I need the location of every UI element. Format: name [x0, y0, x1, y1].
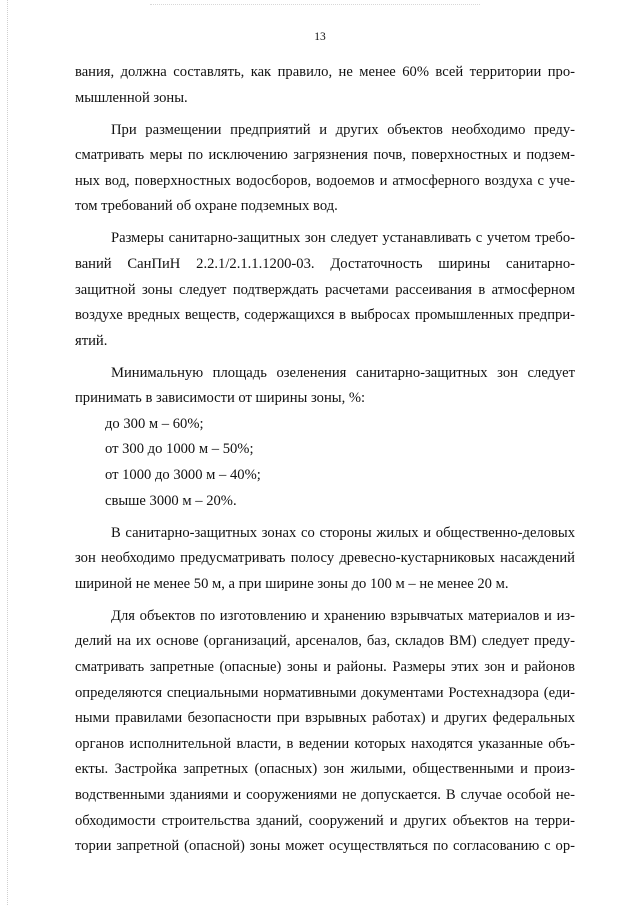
paragraph-line: принимать в зависимости от ширины зоны, %: [75, 390, 366, 407]
list-item: от 300 до 1000 м – 50%; [105, 441, 254, 458]
paragraph-line: защитной зоны следует подтверждать расчетами рассеивания в атмосферном [75, 281, 575, 298]
list-item: до 300 м – 60%; [105, 415, 204, 432]
scan-edge-top [150, 4, 480, 5]
paragraph-line: зон необходимо предусматривать полосу древесно-кустарниковых насаждений [75, 550, 575, 567]
paragraph-line: сматривать меры по исключению загрязнения почв, поверхностных и подзем- [75, 147, 575, 164]
list-item: свыше 3000 м – 20%. [105, 492, 237, 509]
paragraph-line: Для объектов по изготовлению и хранению взрывчатых материалов и из- [111, 607, 575, 624]
paragraph-line: В санитарно-защитных зонах со стороны жилых и общественно-деловых [111, 524, 575, 541]
paragraph-line: сматривать запретные (опасные) зоны и районы. Размеры этих зон и районов [75, 659, 575, 676]
paragraph-line: воздухе вредных веществ, содержащихся в выбросах промышленных предпри- [75, 307, 575, 324]
paragraph-line: Минимальную площадь озеленения санитарно-защитных зон следует [111, 364, 575, 381]
paragraph-line: шириной не менее 50 м, а при ширине зоны до 100 м – не менее 20 м. [75, 575, 509, 592]
document-body [75, 60, 575, 860]
paragraph-line: вания, должна составлять, как правило, не менее 60% всей территории про- [75, 64, 575, 80]
paragraph-line: екты. Застройка запретных (опасных) зон жилыми, общественными и произ- [75, 761, 575, 778]
paragraph-line: определяются специальными нормативными документами Ростехнадзора (еди- [75, 684, 575, 701]
paragraph-line: ных вод, поверхностных водосборов, водоемов и атмосферного воздуха с уче- [75, 172, 575, 189]
paragraph-line: ятий. [75, 332, 108, 349]
paragraph-line: тории запретной (опасной) зоны может осуществляться по согласованию с ор- [75, 838, 575, 855]
page-number: 13 [314, 31, 326, 43]
list-item: от 1000 до 3000 м – 40%; [105, 467, 261, 484]
paragraph-line: обходимости строительства зданий, сооружений и других объектов на терри- [75, 812, 575, 829]
paragraph-line: При размещении предприятий и других объектов необходимо преду- [111, 121, 575, 138]
scan-edge-left [7, 0, 8, 905]
paragraph-line: ными правилами безопасности при взрывных работах) и других федеральных [75, 710, 575, 727]
paragraph-line: делий на их основе (организаций, арсеналов, баз, складов ВМ) следует преду- [75, 633, 575, 650]
paragraph-line: мышленной зоны. [75, 89, 188, 106]
paragraph-line: Размеры санитарно-защитных зон следует устанавливать с учетом требо- [111, 230, 575, 247]
paragraph-line: том требований об охране подземных вод. [75, 198, 338, 215]
paragraph-line: водственными зданиями и сооружениями не допускается. В случае особой не- [75, 786, 575, 803]
paragraph-line: органов исполнительной власти, в ведении которых находятся указанные объ- [75, 735, 575, 752]
paragraph-line: ваний СанПиН 2.2.1/2.1.1.1200-03. Достаточность ширины санитарно- [75, 255, 575, 272]
